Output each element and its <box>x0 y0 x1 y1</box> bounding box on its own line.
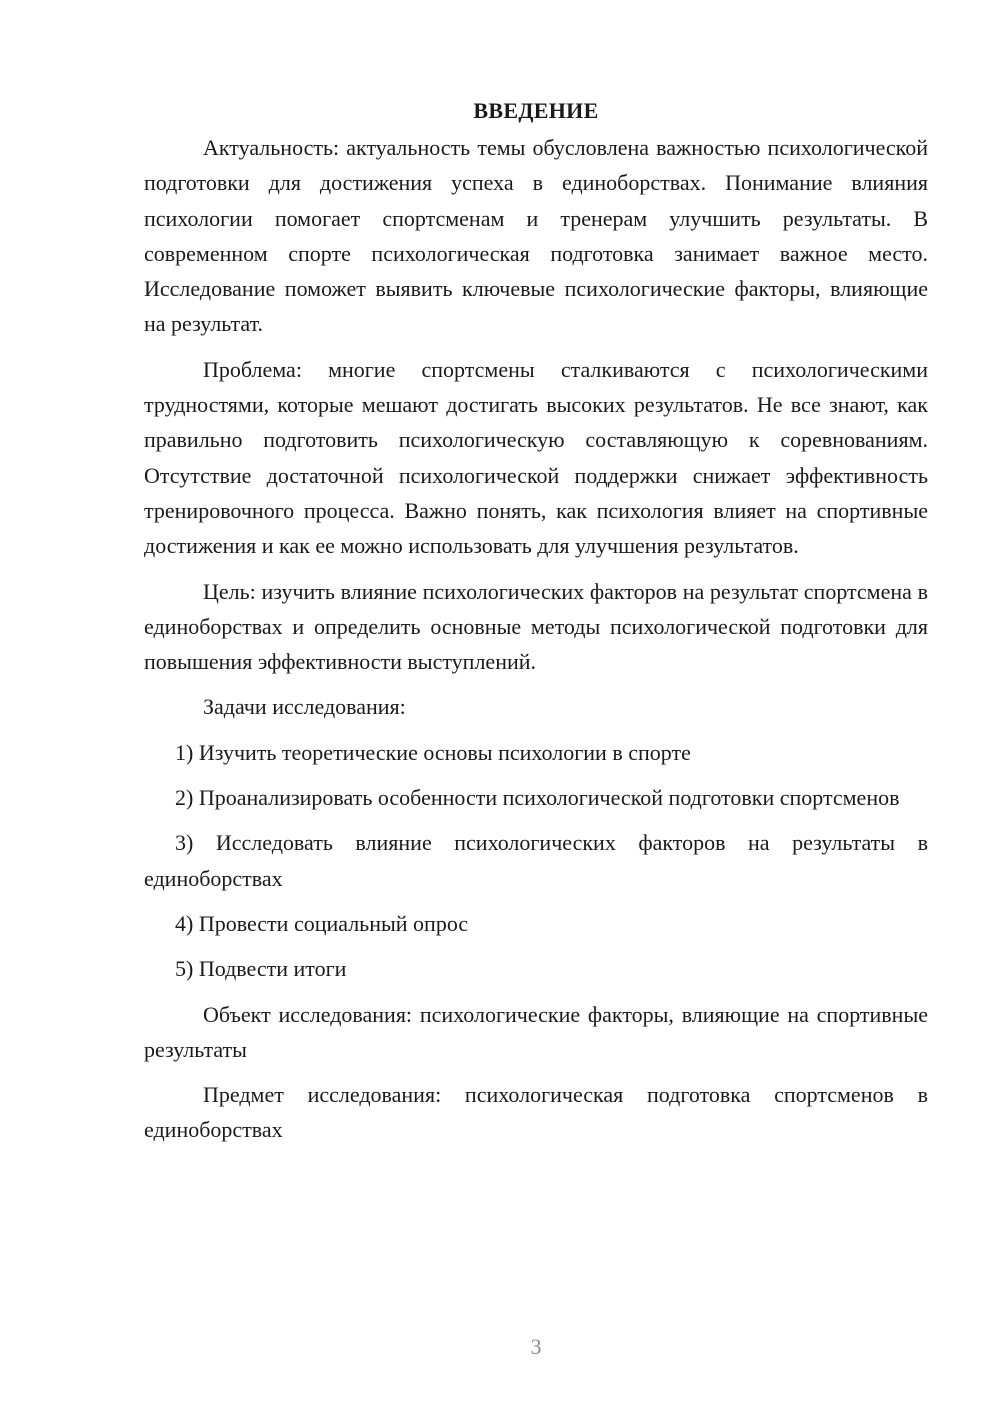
paragraph-goal: Цель: изучить влияние психологических факторов на результат спортсмена в единоборствах и определить основные методы психологической подготовки для повышения эффективности выступлений. <box>144 578 928 675</box>
paragraph-object: Объект исследования: психологические факторы, влияющие на спортивные результаты <box>144 1001 928 1062</box>
task-item-2: 2) Проанализировать особенности психологической подготовки спортсменов <box>175 785 900 811</box>
task-item-3: 3) Исследовать влияние психологических факторов на результаты в единоборствах <box>144 830 928 891</box>
page-number: 3 <box>530 1334 542 1359</box>
task-item-4: 4) Провести социальный опрос <box>175 910 469 936</box>
paragraph-tasks-heading: Задачи исследования: <box>203 694 406 720</box>
section-title: ВВЕДЕНИЕ <box>473 98 599 123</box>
task-item-1: 1) Изучить теоретические основы психологии в спорте <box>175 739 691 765</box>
document-page <box>144 93 928 1158</box>
paragraph-relevance: Актуальность: актуальность темы обусловлена важностью психологической подготовки для достижения успеха в единоборствах. Понимание влияния психологии помогает спортсменам и тренерам улучшить результаты. В современном спорте психологическая подготовка занимает важное место. Исследование поможет выявить ключевые психологические факторы, влияющие на результат. <box>144 135 928 337</box>
paragraph-problem: Проблема: многие спортсмены сталкиваются с психологическими трудностями, которые мешают достигать высоких результатов. Не все знают, как правильно подготовить психологическую составляющую к соревнованиям. Отсутствие достаточной психологической поддержки снижает эффективность тренировочного процесса. Важно понять, как психология влияет на спортивные достижения и как ее можно использовать для улучшения результатов. <box>144 356 928 559</box>
paragraph-subject: Предмет исследования: психологическая подготовка спортсменов в единоборствах <box>144 1082 928 1143</box>
task-item-5: 5) Подвести итоги <box>175 956 347 982</box>
